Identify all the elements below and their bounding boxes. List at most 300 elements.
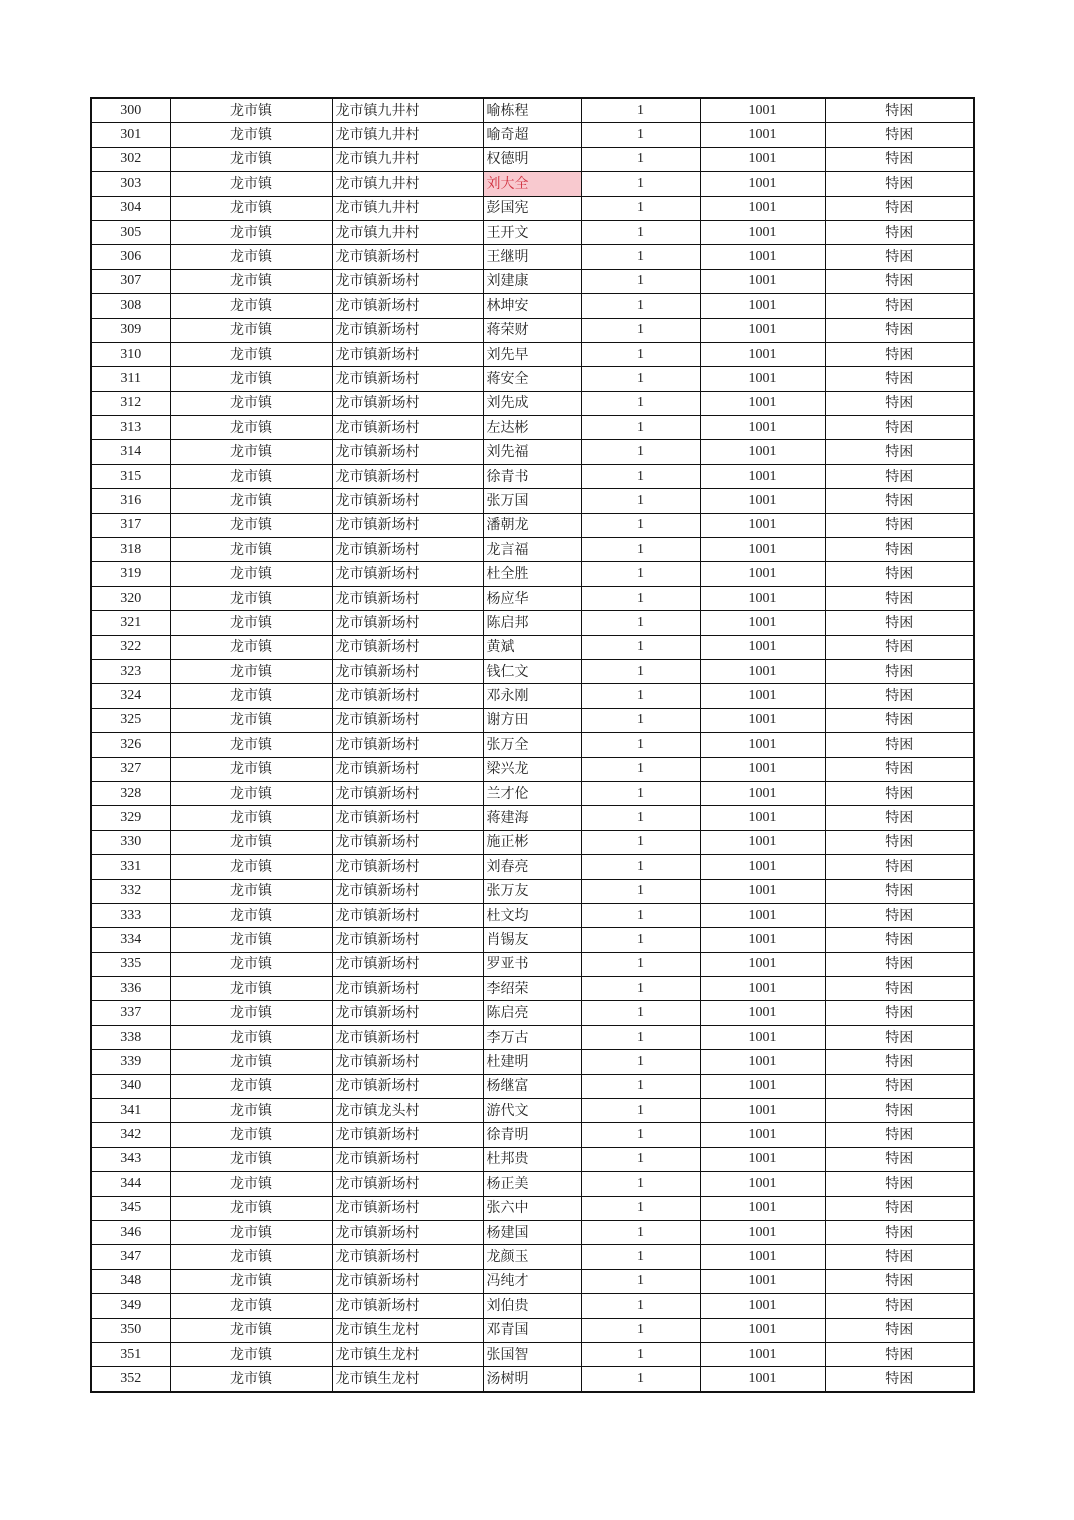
category-code-cell: 1001: [700, 659, 825, 683]
roster-table: [90, 97, 975, 1393]
row-number-cell: 339: [91, 1050, 170, 1074]
person-name-cell: 喻栋程: [483, 98, 581, 123]
category-code-cell: 1001: [700, 98, 825, 123]
household-count-cell: 1: [581, 391, 700, 415]
person-name-cell: 蒋安全: [483, 367, 581, 391]
table-row: [91, 538, 974, 562]
person-name-cell: 钱仁文: [483, 659, 581, 683]
table-row: [91, 172, 974, 196]
assistance-type-cell: 特困: [825, 489, 974, 513]
category-code-cell: 1001: [700, 513, 825, 537]
category-code-cell: 1001: [700, 245, 825, 269]
town-cell: 龙市镇: [170, 538, 332, 562]
row-number-cell: 310: [91, 342, 170, 366]
town-cell: 龙市镇: [170, 1342, 332, 1366]
table-row: [91, 245, 974, 269]
person-name-cell: 蒋荣财: [483, 318, 581, 342]
town-cell: 龙市镇: [170, 1245, 332, 1269]
town-cell: 龙市镇: [170, 855, 332, 879]
household-count-cell: 1: [581, 318, 700, 342]
town-cell: 龙市镇: [170, 1318, 332, 1342]
village-cell: 龙市镇新场村: [332, 1074, 483, 1098]
person-name-cell: 兰才伦: [483, 781, 581, 805]
village-cell: 龙市镇新场村: [332, 1123, 483, 1147]
household-count-cell: 1: [581, 367, 700, 391]
person-name-cell: 陈启亮: [483, 1001, 581, 1025]
town-cell: 龙市镇: [170, 416, 332, 440]
category-code-cell: 1001: [700, 269, 825, 293]
assistance-type-cell: 特困: [825, 806, 974, 830]
category-code-cell: 1001: [700, 1367, 825, 1392]
category-code-cell: 1001: [700, 1196, 825, 1220]
row-number-cell: 307: [91, 269, 170, 293]
village-cell: 龙市镇新场村: [332, 391, 483, 415]
person-name-cell: 龙颜玉: [483, 1245, 581, 1269]
town-cell: 龙市镇: [170, 757, 332, 781]
household-count-cell: 1: [581, 342, 700, 366]
row-number-cell: 343: [91, 1147, 170, 1171]
person-name-cell: 刘伯贵: [483, 1294, 581, 1318]
row-number-cell: 337: [91, 1001, 170, 1025]
town-cell: 龙市镇: [170, 513, 332, 537]
table-row: [91, 1147, 974, 1171]
table-row: [91, 733, 974, 757]
row-number-cell: 320: [91, 586, 170, 610]
village-cell: 龙市镇新场村: [332, 342, 483, 366]
table-row: [91, 781, 974, 805]
town-cell: 龙市镇: [170, 1050, 332, 1074]
category-code-cell: 1001: [700, 708, 825, 732]
person-name-cell: 杨正美: [483, 1172, 581, 1196]
person-name-cell: 杜建明: [483, 1050, 581, 1074]
village-cell: 龙市镇新场村: [332, 269, 483, 293]
assistance-type-cell: 特困: [825, 611, 974, 635]
category-code-cell: 1001: [700, 1074, 825, 1098]
person-name-cell: 李万古: [483, 1025, 581, 1049]
village-cell: 龙市镇新场村: [332, 464, 483, 488]
village-cell: 龙市镇新场村: [332, 977, 483, 1001]
assistance-type-cell: 特困: [825, 269, 974, 293]
table-row: [91, 708, 974, 732]
town-cell: 龙市镇: [170, 342, 332, 366]
row-number-cell: 323: [91, 659, 170, 683]
village-cell: 龙市镇新场村: [332, 1269, 483, 1293]
category-code-cell: 1001: [700, 562, 825, 586]
town-cell: 龙市镇: [170, 977, 332, 1001]
row-number-cell: 319: [91, 562, 170, 586]
category-code-cell: 1001: [700, 733, 825, 757]
person-name-cell: 张万国: [483, 489, 581, 513]
household-count-cell: 1: [581, 1123, 700, 1147]
household-count-cell: 1: [581, 830, 700, 854]
village-cell: 龙市镇新场村: [332, 879, 483, 903]
town-cell: 龙市镇: [170, 733, 332, 757]
row-number-cell: 326: [91, 733, 170, 757]
table-row: [91, 391, 974, 415]
assistance-type-cell: 特困: [825, 1099, 974, 1123]
row-number-cell: 332: [91, 879, 170, 903]
household-count-cell: 1: [581, 659, 700, 683]
person-name-cell: 刘先福: [483, 440, 581, 464]
person-name-cell: 刘先早: [483, 342, 581, 366]
person-name-cell: 林坤安: [483, 294, 581, 318]
person-name-cell: 徐青书: [483, 464, 581, 488]
row-number-cell: 342: [91, 1123, 170, 1147]
assistance-type-cell: 特困: [825, 1025, 974, 1049]
person-name-cell: 王继明: [483, 245, 581, 269]
town-cell: 龙市镇: [170, 586, 332, 610]
household-count-cell: 1: [581, 123, 700, 147]
row-number-cell: 301: [91, 123, 170, 147]
town-cell: 龙市镇: [170, 245, 332, 269]
village-cell: 龙市镇新场村: [332, 562, 483, 586]
household-count-cell: 1: [581, 1269, 700, 1293]
table-row: [91, 1123, 974, 1147]
category-code-cell: 1001: [700, 879, 825, 903]
household-count-cell: 1: [581, 513, 700, 537]
person-name-cell: 徐青明: [483, 1123, 581, 1147]
row-number-cell: 324: [91, 684, 170, 708]
category-code-cell: 1001: [700, 611, 825, 635]
category-code-cell: 1001: [700, 1294, 825, 1318]
assistance-type-cell: 特困: [825, 1050, 974, 1074]
assistance-type-cell: 特困: [825, 1123, 974, 1147]
household-count-cell: 1: [581, 855, 700, 879]
row-number-cell: 349: [91, 1294, 170, 1318]
village-cell: 龙市镇九井村: [332, 220, 483, 244]
table-row: [91, 684, 974, 708]
assistance-type-cell: 特困: [825, 464, 974, 488]
town-cell: 龙市镇: [170, 903, 332, 927]
assistance-type-cell: 特困: [825, 1245, 974, 1269]
village-cell: 龙市镇新场村: [332, 1245, 483, 1269]
person-name-cell: 杨建国: [483, 1220, 581, 1244]
table-row: [91, 1001, 974, 1025]
category-code-cell: 1001: [700, 1050, 825, 1074]
category-code-cell: 1001: [700, 172, 825, 196]
town-cell: 龙市镇: [170, 294, 332, 318]
household-count-cell: 1: [581, 1050, 700, 1074]
person-name-cell: 喻奇超: [483, 123, 581, 147]
assistance-type-cell: 特困: [825, 1342, 974, 1366]
household-count-cell: 1: [581, 635, 700, 659]
assistance-type-cell: 特困: [825, 1001, 974, 1025]
category-code-cell: 1001: [700, 1245, 825, 1269]
row-number-cell: 327: [91, 757, 170, 781]
household-count-cell: 1: [581, 464, 700, 488]
category-code-cell: 1001: [700, 586, 825, 610]
village-cell: 龙市镇新场村: [332, 1025, 483, 1049]
person-name-cell: 杜全胜: [483, 562, 581, 586]
household-count-cell: 1: [581, 708, 700, 732]
household-count-cell: 1: [581, 757, 700, 781]
person-name-cell: 肖锡友: [483, 928, 581, 952]
category-code-cell: 1001: [700, 1099, 825, 1123]
table-row: [91, 416, 974, 440]
table-row: [91, 147, 974, 171]
table-row: [91, 1196, 974, 1220]
household-count-cell: 1: [581, 1220, 700, 1244]
assistance-type-cell: 特困: [825, 708, 974, 732]
assistance-type-cell: 特困: [825, 757, 974, 781]
table-row: [91, 1050, 974, 1074]
assistance-type-cell: 特困: [825, 1269, 974, 1293]
household-count-cell: 1: [581, 781, 700, 805]
row-number-cell: 302: [91, 147, 170, 171]
household-count-cell: 1: [581, 1367, 700, 1392]
village-cell: 龙市镇新场村: [332, 1050, 483, 1074]
household-count-cell: 1: [581, 928, 700, 952]
village-cell: 龙市镇新场村: [332, 1001, 483, 1025]
row-number-cell: 308: [91, 294, 170, 318]
assistance-type-cell: 特困: [825, 952, 974, 976]
household-count-cell: 1: [581, 1025, 700, 1049]
table-row: [91, 1074, 974, 1098]
row-number-cell: 304: [91, 196, 170, 220]
category-code-cell: 1001: [700, 781, 825, 805]
household-count-cell: 1: [581, 1318, 700, 1342]
person-name-cell: 黄斌: [483, 635, 581, 659]
town-cell: 龙市镇: [170, 318, 332, 342]
town-cell: 龙市镇: [170, 172, 332, 196]
row-number-cell: 325: [91, 708, 170, 732]
table-row: [91, 757, 974, 781]
village-cell: 龙市镇生龙村: [332, 1342, 483, 1366]
village-cell: 龙市镇新场村: [332, 489, 483, 513]
category-code-cell: 1001: [700, 1147, 825, 1171]
row-number-cell: 346: [91, 1220, 170, 1244]
village-cell: 龙市镇新场村: [332, 952, 483, 976]
row-number-cell: 348: [91, 1269, 170, 1293]
assistance-type-cell: 特困: [825, 1367, 974, 1392]
table-row: [91, 1294, 974, 1318]
assistance-type-cell: 特困: [825, 903, 974, 927]
category-code-cell: 1001: [700, 1172, 825, 1196]
category-code-cell: 1001: [700, 1025, 825, 1049]
household-count-cell: 1: [581, 952, 700, 976]
category-code-cell: 1001: [700, 1269, 825, 1293]
town-cell: 龙市镇: [170, 952, 332, 976]
household-count-cell: 1: [581, 440, 700, 464]
village-cell: 龙市镇新场村: [332, 855, 483, 879]
town-cell: 龙市镇: [170, 1025, 332, 1049]
roster-body: [91, 98, 974, 1392]
assistance-type-cell: 特困: [825, 830, 974, 854]
person-name-cell: 冯纯才: [483, 1269, 581, 1293]
row-number-cell: 313: [91, 416, 170, 440]
village-cell: 龙市镇新场村: [332, 416, 483, 440]
village-cell: 龙市镇新场村: [332, 635, 483, 659]
town-cell: 龙市镇: [170, 123, 332, 147]
category-code-cell: 1001: [700, 489, 825, 513]
town-cell: 龙市镇: [170, 1196, 332, 1220]
town-cell: 龙市镇: [170, 147, 332, 171]
town-cell: 龙市镇: [170, 98, 332, 123]
assistance-type-cell: 特困: [825, 391, 974, 415]
person-name-cell: 杜邦贵: [483, 1147, 581, 1171]
village-cell: 龙市镇新场村: [332, 611, 483, 635]
row-number-cell: 316: [91, 489, 170, 513]
town-cell: 龙市镇: [170, 269, 332, 293]
assistance-type-cell: 特困: [825, 538, 974, 562]
person-name-cell: 刘春亮: [483, 855, 581, 879]
row-number-cell: 309: [91, 318, 170, 342]
person-name-cell: 梁兴龙: [483, 757, 581, 781]
table-row: [91, 342, 974, 366]
person-name-cell: 邓永刚: [483, 684, 581, 708]
row-number-cell: 335: [91, 952, 170, 976]
household-count-cell: 1: [581, 196, 700, 220]
table-row: [91, 1025, 974, 1049]
assistance-type-cell: 特困: [825, 1196, 974, 1220]
person-name-cell: 汤树明: [483, 1367, 581, 1392]
assistance-type-cell: 特困: [825, 1147, 974, 1171]
village-cell: 龙市镇新场村: [332, 1172, 483, 1196]
category-code-cell: 1001: [700, 391, 825, 415]
category-code-cell: 1001: [700, 342, 825, 366]
row-number-cell: 334: [91, 928, 170, 952]
assistance-type-cell: 特困: [825, 855, 974, 879]
village-cell: 龙市镇新场村: [332, 903, 483, 927]
person-name-cell: 左达彬: [483, 416, 581, 440]
table-row: [91, 635, 974, 659]
row-number-cell: 322: [91, 635, 170, 659]
household-count-cell: 1: [581, 245, 700, 269]
table-row: [91, 952, 974, 976]
village-cell: 龙市镇龙头村: [332, 1099, 483, 1123]
row-number-cell: 306: [91, 245, 170, 269]
person-name-cell: 陈启邦: [483, 611, 581, 635]
table-row: [91, 123, 974, 147]
town-cell: 龙市镇: [170, 196, 332, 220]
town-cell: 龙市镇: [170, 1172, 332, 1196]
town-cell: 龙市镇: [170, 1294, 332, 1318]
assistance-type-cell: 特困: [825, 879, 974, 903]
row-number-cell: 300: [91, 98, 170, 123]
table-row: [91, 367, 974, 391]
town-cell: 龙市镇: [170, 611, 332, 635]
category-code-cell: 1001: [700, 318, 825, 342]
person-name-cell: 张万友: [483, 879, 581, 903]
village-cell: 龙市镇新场村: [332, 1147, 483, 1171]
category-code-cell: 1001: [700, 1001, 825, 1025]
category-code-cell: 1001: [700, 196, 825, 220]
household-count-cell: 1: [581, 733, 700, 757]
village-cell: 龙市镇新场村: [332, 1196, 483, 1220]
row-number-cell: 328: [91, 781, 170, 805]
assistance-type-cell: 特困: [825, 220, 974, 244]
village-cell: 龙市镇新场村: [332, 318, 483, 342]
village-cell: 龙市镇新场村: [332, 1294, 483, 1318]
town-cell: 龙市镇: [170, 220, 332, 244]
person-name-cell: 杨继富: [483, 1074, 581, 1098]
row-number-cell: 321: [91, 611, 170, 635]
town-cell: 龙市镇: [170, 1220, 332, 1244]
household-count-cell: 1: [581, 1245, 700, 1269]
household-count-cell: 1: [581, 220, 700, 244]
assistance-type-cell: 特困: [825, 196, 974, 220]
village-cell: 龙市镇新场村: [332, 733, 483, 757]
row-number-cell: 318: [91, 538, 170, 562]
table-row: [91, 1342, 974, 1366]
row-number-cell: 351: [91, 1342, 170, 1366]
village-cell: 龙市镇九井村: [332, 172, 483, 196]
assistance-type-cell: 特困: [825, 513, 974, 537]
village-cell: 龙市镇新场村: [332, 538, 483, 562]
assistance-type-cell: 特困: [825, 928, 974, 952]
row-number-cell: 344: [91, 1172, 170, 1196]
table-row: [91, 659, 974, 683]
category-code-cell: 1001: [700, 294, 825, 318]
assistance-type-cell: 特困: [825, 684, 974, 708]
person-name-cell: 刘建康: [483, 269, 581, 293]
village-cell: 龙市镇新场村: [332, 708, 483, 732]
row-number-cell: 305: [91, 220, 170, 244]
village-cell: 龙市镇九井村: [332, 123, 483, 147]
assistance-type-cell: 特困: [825, 367, 974, 391]
household-count-cell: 1: [581, 172, 700, 196]
household-count-cell: 1: [581, 1196, 700, 1220]
category-code-cell: 1001: [700, 806, 825, 830]
person-name-cell: 张六中: [483, 1196, 581, 1220]
table-row: [91, 489, 974, 513]
person-name-cell: 龙言福: [483, 538, 581, 562]
row-number-cell: 350: [91, 1318, 170, 1342]
table-row: [91, 611, 974, 635]
row-number-cell: 347: [91, 1245, 170, 1269]
village-cell: 龙市镇新场村: [332, 806, 483, 830]
table-row: [91, 1099, 974, 1123]
assistance-type-cell: 特困: [825, 318, 974, 342]
row-number-cell: 314: [91, 440, 170, 464]
table-row: [91, 294, 974, 318]
household-count-cell: 1: [581, 977, 700, 1001]
assistance-type-cell: 特困: [825, 1318, 974, 1342]
category-code-cell: 1001: [700, 1123, 825, 1147]
household-count-cell: 1: [581, 489, 700, 513]
person-name-cell: 彭国宪: [483, 196, 581, 220]
town-cell: 龙市镇: [170, 464, 332, 488]
village-cell: 龙市镇新场村: [332, 513, 483, 537]
household-count-cell: 1: [581, 879, 700, 903]
person-name-cell: 张国智: [483, 1342, 581, 1366]
assistance-type-cell: 特困: [825, 733, 974, 757]
household-count-cell: 1: [581, 294, 700, 318]
table-row: [91, 806, 974, 830]
town-cell: 龙市镇: [170, 879, 332, 903]
person-name-cell: 罗亚书: [483, 952, 581, 976]
table-row: [91, 98, 974, 123]
category-code-cell: 1001: [700, 855, 825, 879]
category-code-cell: 1001: [700, 977, 825, 1001]
person-name-cell: 杨应华: [483, 586, 581, 610]
assistance-type-cell: 特困: [825, 172, 974, 196]
village-cell: 龙市镇新场村: [332, 245, 483, 269]
category-code-cell: 1001: [700, 757, 825, 781]
category-code-cell: 1001: [700, 830, 825, 854]
town-cell: 龙市镇: [170, 635, 332, 659]
village-cell: 龙市镇新场村: [332, 684, 483, 708]
table-row: [91, 928, 974, 952]
village-cell: 龙市镇新场村: [332, 294, 483, 318]
table-row: [91, 1172, 974, 1196]
table-row: [91, 1269, 974, 1293]
assistance-type-cell: 特困: [825, 586, 974, 610]
table-row: [91, 318, 974, 342]
village-cell: 龙市镇生龙村: [332, 1367, 483, 1392]
village-cell: 龙市镇新场村: [332, 586, 483, 610]
assistance-type-cell: 特困: [825, 123, 974, 147]
